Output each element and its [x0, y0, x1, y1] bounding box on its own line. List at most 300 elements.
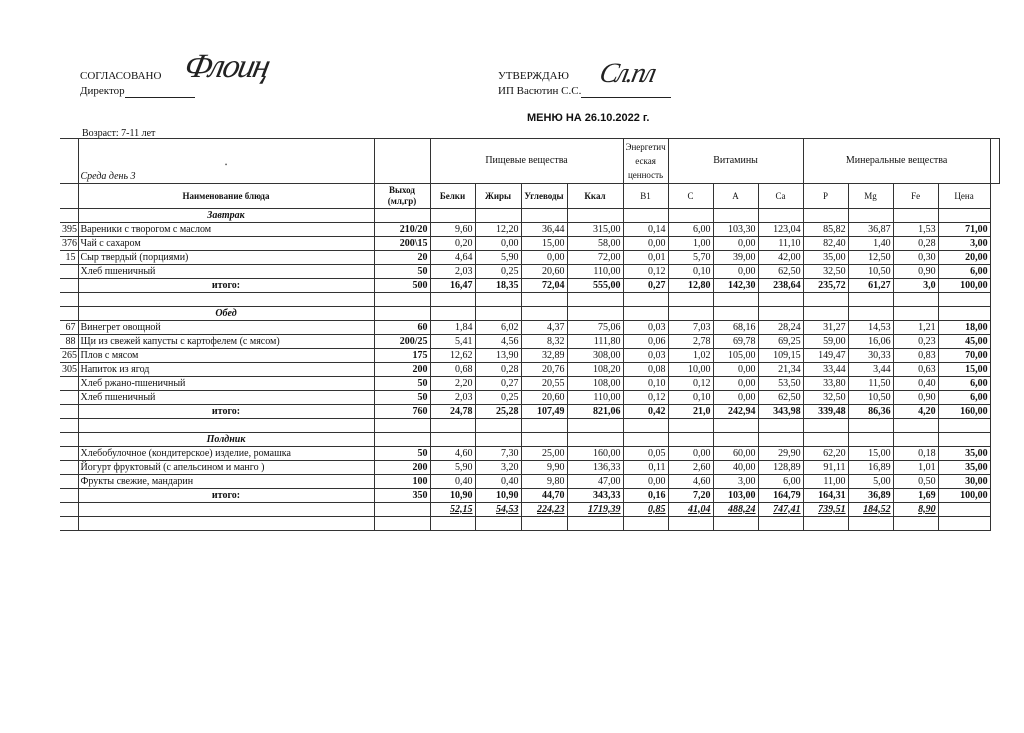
dish-name: Плов с мясом	[78, 349, 374, 363]
value-cell: 1,02	[668, 349, 713, 363]
price-value: 45,00	[938, 335, 990, 349]
value-cell: 0,25	[475, 391, 521, 405]
energy-line-3: ценность	[627, 170, 664, 180]
value-cell: 160,00	[567, 447, 623, 461]
menu-body	[60, 209, 1000, 531]
value-cell: 21,34	[758, 363, 803, 377]
value-cell: 105,00	[713, 349, 758, 363]
total-value: 343,98	[758, 405, 803, 419]
value-cell: 28,24	[758, 321, 803, 335]
empty-cell	[521, 517, 567, 531]
grand-total-value: 1719,39	[567, 503, 623, 517]
value-cell: 9,80	[521, 475, 567, 489]
minerals-header: Минеральные вещества	[803, 139, 990, 184]
value-cell: 82,40	[803, 237, 848, 251]
empty-cell	[758, 433, 803, 447]
value-cell: 6,00	[758, 475, 803, 489]
empty-cell	[567, 307, 623, 321]
value-cell: 2,20	[430, 377, 475, 391]
dish-header: Наименование блюда	[78, 184, 374, 209]
total-row	[60, 405, 1000, 419]
empty-cell	[521, 209, 567, 223]
empty-cell	[374, 517, 430, 531]
value-cell: 16,89	[848, 461, 893, 475]
total-label: итого:	[78, 489, 374, 503]
empty-cell	[60, 433, 78, 447]
total-value: 821,06	[567, 405, 623, 419]
empty-cell	[893, 307, 938, 321]
empty-cell	[60, 517, 78, 531]
value-cell: 128,89	[758, 461, 803, 475]
empty-cell	[521, 307, 567, 321]
value-cell: 16,06	[848, 335, 893, 349]
yield-value: 200	[374, 461, 430, 475]
yield-line-2: (мл,гр)	[387, 196, 417, 206]
price-value: 70,00	[938, 349, 990, 363]
value-cell: 12,62	[430, 349, 475, 363]
total-row	[60, 279, 1000, 293]
grand-total-row	[60, 503, 1000, 517]
value-cell: 47,00	[567, 475, 623, 489]
empty-cell	[758, 419, 803, 433]
value-cell: 2,03	[430, 391, 475, 405]
empty-cell	[430, 419, 475, 433]
total-row	[60, 489, 1000, 503]
header-row-2	[60, 184, 1000, 209]
fat-header: Жиры	[475, 184, 521, 209]
empty-cell	[374, 293, 430, 307]
recipe-code	[60, 447, 78, 461]
empty-cell	[758, 209, 803, 223]
value-cell: 0,27	[475, 377, 521, 391]
total-value: 10,90	[475, 489, 521, 503]
empty-cell	[668, 209, 713, 223]
yield-header	[374, 184, 430, 209]
value-cell: 109,15	[758, 349, 803, 363]
value-cell: 12,50	[848, 251, 893, 265]
grand-total-value: 52,15	[430, 503, 475, 517]
recipe-code	[60, 391, 78, 405]
value-cell: 0,50	[893, 475, 938, 489]
value-cell: 4,60	[430, 447, 475, 461]
empty-cell	[567, 419, 623, 433]
value-cell: 5,90	[475, 251, 521, 265]
value-cell: 2,78	[668, 335, 713, 349]
grand-total-value: 184,52	[848, 503, 893, 517]
empty-cell	[60, 307, 78, 321]
value-cell: 69,25	[758, 335, 803, 349]
empty-cell	[374, 209, 430, 223]
total-value: 339,48	[803, 405, 848, 419]
value-cell: 10,00	[668, 363, 713, 377]
dish-name: Чай с сахаром	[78, 237, 374, 251]
dish-name: Щи из свежей капусты с картофелем (с мясом)	[78, 335, 374, 349]
value-cell: 149,47	[803, 349, 848, 363]
total-yield: 500	[374, 279, 430, 293]
value-cell: 72,00	[567, 251, 623, 265]
p-header: P	[803, 184, 848, 209]
empty-cell	[893, 293, 938, 307]
c-header: C	[668, 184, 713, 209]
empty-cell	[623, 419, 668, 433]
value-cell: 0,12	[668, 377, 713, 391]
value-cell: 0,63	[893, 363, 938, 377]
menu-title: МЕНЮ НА 26.10.2022 г.	[527, 112, 650, 124]
empty-cell	[758, 307, 803, 321]
dish-name: Йогурт фруктовый (с апельсином и манго )	[78, 461, 374, 475]
recipe-code	[60, 377, 78, 391]
value-cell: 62,20	[803, 447, 848, 461]
table-row	[60, 363, 1000, 377]
value-cell: 0,90	[893, 391, 938, 405]
total-value: 0,16	[623, 489, 668, 503]
value-cell: 40,00	[713, 461, 758, 475]
yield-value: 200/25	[374, 335, 430, 349]
table-row	[60, 447, 1000, 461]
empty-cell	[938, 293, 990, 307]
total-value: 21,0	[668, 405, 713, 419]
value-cell: 0,10	[668, 391, 713, 405]
table-row	[60, 335, 1000, 349]
empty-cell	[758, 517, 803, 531]
empty-cell	[567, 517, 623, 531]
value-cell: 35,00	[803, 251, 848, 265]
value-cell: 20,55	[521, 377, 567, 391]
empty-cell	[475, 293, 521, 307]
grand-total-value: 747,41	[758, 503, 803, 517]
value-cell: 315,00	[567, 223, 623, 237]
value-cell: 25,00	[521, 447, 567, 461]
total-value: 36,89	[848, 489, 893, 503]
yield-value: 175	[374, 349, 430, 363]
value-cell: 5,90	[430, 461, 475, 475]
total-value: 16,47	[430, 279, 475, 293]
yield-value: 60	[374, 321, 430, 335]
empty-cell	[938, 209, 990, 223]
value-cell: 1,21	[893, 321, 938, 335]
empty-cell	[430, 293, 475, 307]
value-cell: 5,00	[848, 475, 893, 489]
value-cell: 0,40	[430, 475, 475, 489]
kcal-header: Ккал	[567, 184, 623, 209]
yield-value: 200\15	[374, 237, 430, 251]
price-value: 6,00	[938, 377, 990, 391]
total-value: 107,49	[521, 405, 567, 419]
total-value: 555,00	[567, 279, 623, 293]
value-cell: 4,37	[521, 321, 567, 335]
value-cell: 11,00	[803, 475, 848, 489]
empty-cell	[60, 405, 78, 419]
yield-value: 100	[374, 475, 430, 489]
value-cell: 3,20	[475, 461, 521, 475]
value-cell: 5,41	[430, 335, 475, 349]
value-cell: 0,01	[623, 251, 668, 265]
empty-cell	[668, 433, 713, 447]
total-value: 0,27	[623, 279, 668, 293]
signature-line	[125, 85, 195, 98]
approval-left-role	[80, 85, 195, 98]
total-value: 18,35	[475, 279, 521, 293]
empty-cell	[521, 419, 567, 433]
empty-cell	[713, 419, 758, 433]
price-value: 18,00	[938, 321, 990, 335]
empty-cell	[848, 209, 893, 223]
total-yield: 760	[374, 405, 430, 419]
empty-cell	[430, 307, 475, 321]
empty-cell	[567, 209, 623, 223]
director-label: Директор	[80, 85, 125, 97]
dish-name: Винегрет овощной	[78, 321, 374, 335]
total-value: 103,00	[713, 489, 758, 503]
value-cell: 123,04	[758, 223, 803, 237]
value-cell: 20,60	[521, 265, 567, 279]
empty-cell	[521, 293, 567, 307]
value-cell: 31,27	[803, 321, 848, 335]
value-cell: 36,44	[521, 223, 567, 237]
dish-name: Хлеб пшеничный	[78, 265, 374, 279]
vitamins-header: Витамины	[668, 139, 803, 184]
value-cell: 0,12	[623, 391, 668, 405]
approval-left-title: СОГЛАСОВАНО	[80, 70, 162, 82]
empty-cell	[803, 209, 848, 223]
table-row	[60, 321, 1000, 335]
grand-total-value: 8,90	[893, 503, 938, 517]
nutrients-header: Пищевые вещества	[430, 139, 623, 184]
total-price: 160,00	[938, 405, 990, 419]
day-text: Среда день 3	[80, 171, 136, 182]
value-cell: 75,06	[567, 321, 623, 335]
empty-cell	[938, 503, 990, 517]
table-row	[60, 237, 1000, 251]
value-cell: 6,02	[475, 321, 521, 335]
value-cell: 0,00	[668, 447, 713, 461]
recipe-code	[60, 265, 78, 279]
spacer-row	[60, 419, 1000, 433]
price-value: 35,00	[938, 461, 990, 475]
value-cell: 103,30	[713, 223, 758, 237]
recipe-code: 88	[60, 335, 78, 349]
value-cell: 62,50	[758, 391, 803, 405]
value-cell: 0,00	[713, 391, 758, 405]
value-cell: 0,00	[623, 475, 668, 489]
value-cell: 14,53	[848, 321, 893, 335]
total-value: 25,28	[475, 405, 521, 419]
value-cell: 15,00	[521, 237, 567, 251]
total-value: 343,33	[567, 489, 623, 503]
value-cell: 0,23	[893, 335, 938, 349]
yield-value: 50	[374, 377, 430, 391]
total-label: итого:	[78, 279, 374, 293]
value-cell: 9,90	[521, 461, 567, 475]
value-cell: 29,90	[758, 447, 803, 461]
total-value: 1,69	[893, 489, 938, 503]
value-cell: 0,00	[713, 265, 758, 279]
total-value: 0,42	[623, 405, 668, 419]
empty-cell	[623, 433, 668, 447]
total-label: итого:	[78, 405, 374, 419]
section-row-snack	[60, 433, 1000, 447]
energy-header	[623, 139, 668, 184]
total-yield: 350	[374, 489, 430, 503]
value-cell: 0,28	[893, 237, 938, 251]
value-cell: 1,01	[893, 461, 938, 475]
empty-cell	[893, 209, 938, 223]
empty-cell	[758, 293, 803, 307]
value-cell: 0,90	[893, 265, 938, 279]
value-cell: 108,00	[567, 377, 623, 391]
yield-value: 50	[374, 391, 430, 405]
grand-total-value: 488,24	[713, 503, 758, 517]
empty-cell	[713, 307, 758, 321]
value-cell: 59,00	[803, 335, 848, 349]
empty-cell	[475, 307, 521, 321]
total-value: 72,04	[521, 279, 567, 293]
value-cell: 42,00	[758, 251, 803, 265]
price-value: 71,00	[938, 223, 990, 237]
value-cell: 30,33	[848, 349, 893, 363]
total-value: 242,94	[713, 405, 758, 419]
total-price: 100,00	[938, 489, 990, 503]
value-cell: 7,30	[475, 447, 521, 461]
grand-total-value: 0,85	[623, 503, 668, 517]
day-label: • Среда день 3	[78, 139, 374, 184]
value-cell: 0,10	[623, 377, 668, 391]
value-cell: 0,10	[668, 265, 713, 279]
section-row-lunch	[60, 307, 1000, 321]
value-cell: 8,32	[521, 335, 567, 349]
empty-cell	[475, 517, 521, 531]
value-cell: 1,53	[893, 223, 938, 237]
value-cell: 60,00	[713, 447, 758, 461]
value-cell: 0,03	[623, 349, 668, 363]
yield-value: 50	[374, 265, 430, 279]
empty-cell	[668, 517, 713, 531]
spacer-row	[60, 517, 1000, 531]
value-cell: 6,00	[668, 223, 713, 237]
mg-header: Mg	[848, 184, 893, 209]
dish-name: Фрукты свежие, мандарин	[78, 475, 374, 489]
empty-cell	[60, 293, 78, 307]
value-cell: 1,84	[430, 321, 475, 335]
table-row	[60, 475, 1000, 489]
recipe-code: 376	[62, 237, 77, 249]
value-cell: 33,44	[803, 363, 848, 377]
empty-cell	[60, 279, 78, 293]
total-value: 235,72	[803, 279, 848, 293]
a-header: A	[713, 184, 758, 209]
value-cell: 0,40	[475, 475, 521, 489]
table-row	[60, 223, 1000, 237]
value-cell: 0,68	[430, 363, 475, 377]
section-title: Полдник	[78, 433, 374, 447]
entrepreneur-signature: Сл.пл	[596, 58, 658, 89]
value-cell: 20,76	[521, 363, 567, 377]
total-value: 61,27	[848, 279, 893, 293]
empty-cell	[567, 433, 623, 447]
value-cell: 108,20	[567, 363, 623, 377]
value-cell: 0,18	[893, 447, 938, 461]
grand-total-value: 224,23	[521, 503, 567, 517]
price-value: 15,00	[938, 363, 990, 377]
recipe-code: 305	[62, 363, 77, 375]
yield-line-1: Выход	[389, 185, 415, 195]
dish-name: Хлеб ржано-пшеничный	[78, 377, 374, 391]
value-cell: 9,60	[430, 223, 475, 237]
recipe-code: 67	[60, 321, 78, 335]
value-cell: 20,60	[521, 391, 567, 405]
section-row-breakfast	[60, 209, 1000, 223]
total-value: 4,20	[893, 405, 938, 419]
protein-header: Белки	[430, 184, 475, 209]
value-cell: 10,50	[848, 265, 893, 279]
recipe-code	[60, 461, 78, 475]
director-signature: Флоиң	[181, 48, 272, 85]
value-cell: 4,56	[475, 335, 521, 349]
value-cell: 33,80	[803, 377, 848, 391]
empty-cell	[713, 517, 758, 531]
empty-cell	[78, 503, 374, 517]
value-cell: 0,00	[713, 377, 758, 391]
fe-header: Fe	[893, 184, 938, 209]
value-cell: 111,80	[567, 335, 623, 349]
value-cell: 136,33	[567, 461, 623, 475]
total-value: 238,64	[758, 279, 803, 293]
empty-cell	[475, 209, 521, 223]
value-cell: 0,11	[623, 461, 668, 475]
table-row	[60, 377, 1000, 391]
empty-cell	[713, 293, 758, 307]
empty-cell	[521, 433, 567, 447]
value-cell: 62,50	[758, 265, 803, 279]
empty-cell	[803, 433, 848, 447]
value-cell: 58,00	[567, 237, 623, 251]
energy-line-1: Энергетич	[625, 142, 666, 152]
yield-value: 200	[374, 363, 430, 377]
value-cell: 4,60	[668, 475, 713, 489]
price-value: 35,00	[938, 447, 990, 461]
approval-right-title: УТВЕРЖДАЮ	[498, 70, 569, 82]
value-cell: 0,20	[430, 237, 475, 251]
empty-cell	[430, 433, 475, 447]
empty-cell	[430, 209, 475, 223]
table-row	[60, 461, 1000, 475]
value-cell: 1,40	[848, 237, 893, 251]
empty-cell	[713, 433, 758, 447]
empty-cell	[623, 293, 668, 307]
table-row	[60, 251, 1000, 265]
total-value: 86,36	[848, 405, 893, 419]
value-cell: 0,30	[893, 251, 938, 265]
value-cell: 32,50	[803, 391, 848, 405]
empty-cell	[430, 517, 475, 531]
value-cell: 0,00	[623, 237, 668, 251]
value-cell: 0,08	[623, 363, 668, 377]
section-title: Обед	[78, 307, 374, 321]
empty-cell	[567, 293, 623, 307]
total-value: 164,31	[803, 489, 848, 503]
spacer-row	[60, 293, 1000, 307]
value-cell: 0,06	[623, 335, 668, 349]
total-value: 7,20	[668, 489, 713, 503]
price-value: 6,00	[938, 391, 990, 405]
price-header: Цена	[938, 184, 990, 209]
table-row	[60, 265, 1000, 279]
value-cell: 2,60	[668, 461, 713, 475]
empty-cell	[60, 209, 78, 223]
value-cell: 3,44	[848, 363, 893, 377]
value-cell: 2,03	[430, 265, 475, 279]
value-cell: 32,50	[803, 265, 848, 279]
